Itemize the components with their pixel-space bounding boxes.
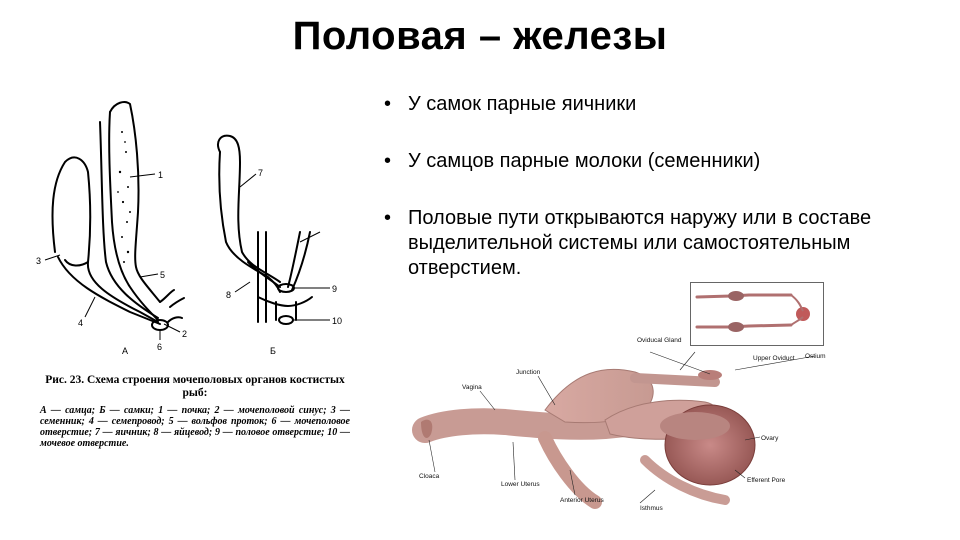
label-3: 3 (36, 256, 42, 266)
reproductive-tract-photo (405, 330, 855, 530)
bullet-item: • Половые пути открываются наружу или в составе выделительной системы или самостоятельным отверстием. (382, 206, 942, 281)
bullet-item: • У самок парные яичники (382, 92, 942, 117)
label-isthmus: Isthmus (640, 505, 663, 512)
label-oviducal-gland: Oviducal Gland (637, 337, 682, 344)
label-efferent-pore: Efferent Pore (747, 477, 786, 484)
urinary-opening (279, 316, 293, 324)
label-lower-uterus: Lower Uterus (501, 481, 540, 488)
bullet-item: • У самцов парные молоки (семенники) (382, 149, 942, 174)
panel-label-a: А (122, 346, 129, 356)
label-4: 4 (78, 318, 84, 328)
label-8: 8 (226, 290, 232, 300)
testis-outline (52, 157, 158, 322)
genital-opening (278, 284, 294, 292)
label-9: 9 (332, 284, 338, 294)
label-anterior-uterus: Anterior Uterus (560, 497, 604, 504)
label-6: 6 (157, 342, 163, 352)
oviduct (248, 262, 280, 287)
label-10: 10 (332, 316, 343, 326)
label-ovary: Ovary (761, 435, 779, 442)
label-ostium: Ostium (805, 353, 826, 360)
label-5: 5 (160, 270, 166, 280)
label-upper-oviduct: Upper Oviduct (753, 355, 795, 362)
kidney-outline (110, 102, 160, 302)
figure-caption (40, 374, 350, 449)
label-7: 7 (258, 168, 264, 178)
label-cloaca: Cloaca (419, 473, 440, 480)
label-junction: Junction (516, 369, 541, 376)
ovary-outline (218, 136, 280, 282)
label-vagina: Vagina (462, 384, 482, 391)
label-1: 1 (158, 170, 164, 180)
label-2: 2 (182, 329, 188, 339)
caption-title: Рис. 23. Схема строения мочеполовых органов костистых рыб: (45, 374, 345, 399)
bullet-list (382, 92, 942, 313)
slide-title: Половая – железы (292, 14, 668, 58)
panel-label-b: Б (270, 346, 276, 356)
urogenital-diagram (30, 92, 360, 362)
caption-legend: А — самца; Б — самки; 1 — почка; 2 — мочеполовой синус; 3 — семенник; 4 — семепровод; 5 — вольфов проток; 6 — мочеполовое отверстие; 7 — яичник; 8 — яйцевод; 9 — половое отверстие; 10 — мочевое отверстие. (40, 405, 350, 449)
